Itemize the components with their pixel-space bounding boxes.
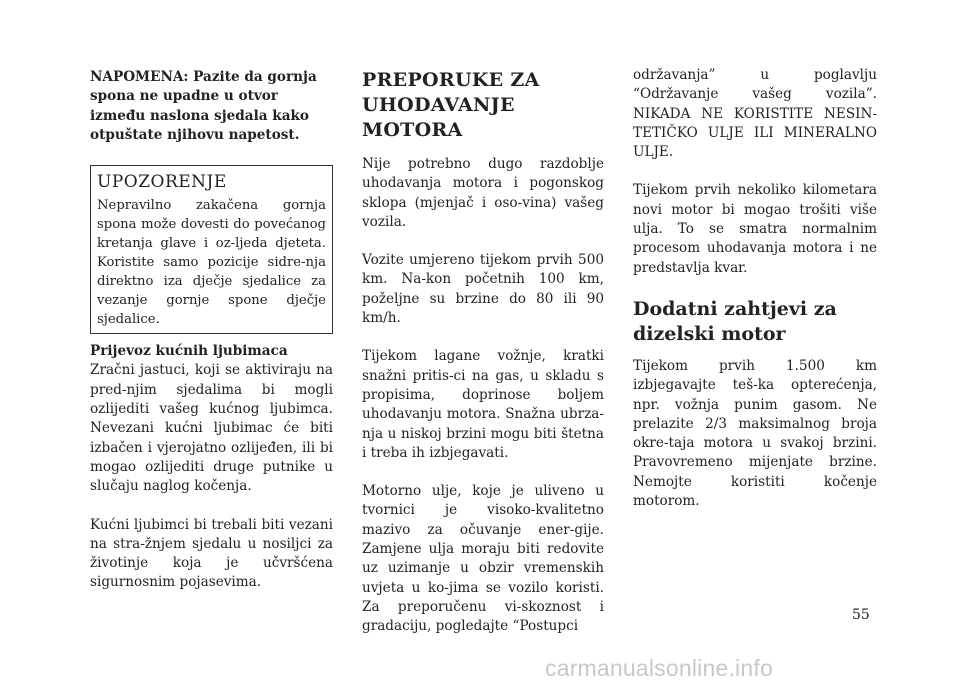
pet-paragraph-1: Zračni jastuci, koji se aktiviraju na pred-njim sjedalima bi mogli ozlijediti vašeg kućnog ljubimca. Nevezani kućni ljubimac će biti izbačen i vjerojatno ozlijeđen, ili bi mogao ozlijediti druge putnike u slučaju naglog kočenja. — [90, 362, 333, 495]
warning-title: UPOZORENJE — [97, 172, 227, 193]
left-column — [90, 68, 333, 612]
break-in-paragraph-1: Nije potrebno dugo razdoblje uhodavanja motora i pogonskog sklopa (mjenjač i oso-vina) vašeg vozila. — [362, 156, 604, 230]
diesel-heading: Dodatni zahtjevi za dizelski motor — [633, 297, 837, 345]
warning-text: Nepravilno zakačena gornja spona može dovesti do povećanog kretanja glave i oz-ljeda djeteta. Koristite samo pozicije sidre-nja direktno iza dječje sjedalice za vezanje gornje spone dječje sjedalice. — [97, 198, 326, 328]
oil-paragraph: održavanja” u poglavlju “Održavanje vašeg vozila”. NIKADA NE KORISTITE NESIN-TETIČKO ULJE ILI MINERALNO ULJE. — [633, 67, 877, 161]
warning-box — [90, 165, 333, 334]
diesel-paragraph: Tijekom prvih 1.500 km izbjegavajte teš-ka opterećenja, npr. vožnja punim gasom. Ne prelazite 2/3 maksimalnog broja okre-taja motora u svakoj brzini. Pravovremeno mijenjate brzine. Nemojte koristiti kočenje motorom. — [633, 357, 877, 510]
break-in-paragraph-2: Vozite umjereno tijekom prvih 500 km. Na-kon početnih 100 km, poželjne su brzine do 80 ili 90 km/h. — [362, 252, 604, 327]
middle-column — [362, 68, 604, 656]
note-paragraph: NAPOMENA: Pazite da gornja spona ne upadne u otvor između naslona sjedala kako otpuštate njihovu napetost. — [90, 69, 317, 143]
break-in-paragraph-3: Tijekom lagane vožnje, kratki snažni pritis-ci na gas, u skladu s propisima, doprinose boljem uhodavanju motora. Snažna ubrza-nja u niskoj brzini mogu biti štetna i treba ih izbjegavati. — [362, 348, 604, 461]
pet-section — [90, 342, 333, 496]
section-heading-break-in: PREPORUKE ZA UHODAVANJE MOTORA — [362, 69, 540, 141]
watermark-text: carmanualsonline.info — [545, 655, 773, 681]
break-in-paragraph-4: Motorno ulje, koje je uliveno u tvornici je visoko-kvalitetno mazivo za očuvanje ener-gije. Zamjene ulja moraju biti redovite uz uzimanje u obzir vremenskih uvjeta u ko-jima se vozilo koristi. Za preporučenu vi-skoznost i gradaciju, pogledajte “Postupci — [362, 483, 604, 635]
pet-heading: Prijevoz kućnih ljubimaca — [90, 343, 288, 360]
oil-consumption-paragraph: Tijekom prvih nekoliko kilometara novi motor bi mogao trošiti više ulja. To se smatra normalnim procesom uhodavanja motora i ne predstavlja kvar. — [633, 182, 877, 276]
pet-paragraph-2: Kućni ljubimci bi trebali biti vezani na stra-žnjem sjedalu u nosiljci za životinje koja je učvršćena sigurnosnim pojasevima. — [90, 516, 333, 591]
page-number: 55 — [852, 607, 870, 623]
right-column — [633, 66, 877, 530]
